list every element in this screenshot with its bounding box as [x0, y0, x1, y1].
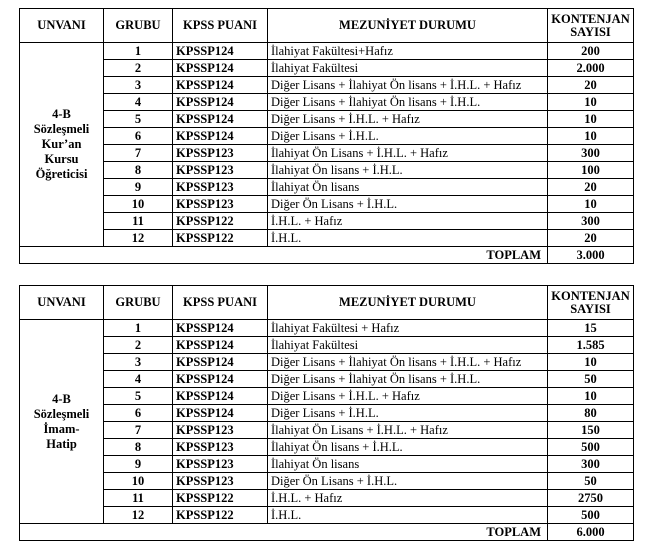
mezuniyet-cell: Diğer Lisans + İ.H.L.	[268, 405, 548, 422]
header-unvan: UNVANI	[20, 286, 104, 320]
mezuniyet-cell: Diğer Ön Lisans + İ.H.L.	[268, 196, 548, 213]
kontenjan-cell: 50	[548, 371, 634, 388]
table-row	[20, 490, 634, 507]
kontenjan-cell: 300	[548, 456, 634, 473]
grubu-cell: 6	[104, 405, 173, 422]
kontenjan-cell: 20	[548, 230, 634, 247]
header-kontenjan-line2: SAYISI	[570, 301, 611, 316]
mezuniyet-cell: İlahiyat Ön lisans	[268, 179, 548, 196]
mezuniyet-cell: İ.H.L.	[268, 507, 548, 524]
table-row	[20, 354, 634, 371]
total-label: TOPLAM	[20, 247, 548, 264]
grubu-cell: 1	[104, 43, 173, 60]
kpss-puani-cell: KPSSP123	[173, 473, 268, 490]
mezuniyet-cell: İlahiyat Ön Lisans + İ.H.L. + Hafız	[268, 422, 548, 439]
kontenjan-cell: 1.585	[548, 337, 634, 354]
mezuniyet-cell: İlahiyat Fakültesi	[268, 337, 548, 354]
grubu-cell: 11	[104, 213, 173, 230]
kpss-puani-cell: KPSSP123	[173, 196, 268, 213]
grubu-cell: 4	[104, 371, 173, 388]
mezuniyet-cell: Diğer Lisans + İ.H.L. + Hafız	[268, 111, 548, 128]
total-value: 6.000	[548, 524, 634, 541]
header-row	[20, 286, 634, 320]
mezuniyet-cell: İlahiyat Fakültesi+Hafız	[268, 43, 548, 60]
mezuniyet-cell: Diğer Lisans + İlahiyat Ön lisans + İ.H.L. + Hafız	[268, 354, 548, 371]
mezuniyet-cell: Diğer Lisans + İ.H.L. + Hafız	[268, 388, 548, 405]
kpss-puani-cell: KPSSP124	[173, 371, 268, 388]
kontenjan-cell: 300	[548, 213, 634, 230]
kpss-puani-cell: KPSSP124	[173, 320, 268, 337]
table-body	[20, 43, 634, 264]
grubu-cell: 12	[104, 230, 173, 247]
grubu-cell: 9	[104, 179, 173, 196]
header-kpss-puani: KPSS PUANI	[173, 9, 268, 43]
kpss-puani-cell: KPSSP122	[173, 507, 268, 524]
kontenjan-cell: 10	[548, 128, 634, 145]
table-row	[20, 196, 634, 213]
grubu-cell: 2	[104, 60, 173, 77]
kpss-puani-cell: KPSSP124	[173, 60, 268, 77]
grubu-cell: 6	[104, 128, 173, 145]
grubu-cell: 5	[104, 388, 173, 405]
kpss-puani-cell: KPSSP124	[173, 354, 268, 371]
grubu-cell: 7	[104, 422, 173, 439]
kontenjan-cell: 10	[548, 94, 634, 111]
unvan-cell	[20, 43, 104, 247]
unvan-line: Sözleşmeli	[33, 406, 90, 421]
kontenjan-cell: 2.000	[548, 60, 634, 77]
quota-table-kuran-kursu	[19, 8, 634, 264]
table-row	[20, 422, 634, 439]
mezuniyet-cell: İlahiyat Ön lisans + İ.H.L.	[268, 439, 548, 456]
grubu-cell: 9	[104, 456, 173, 473]
table-row	[20, 43, 634, 60]
grubu-cell: 5	[104, 111, 173, 128]
table-row	[20, 337, 634, 354]
grubu-cell: 2	[104, 337, 173, 354]
grubu-cell: 11	[104, 490, 173, 507]
unvan-line: Hatip	[46, 436, 77, 451]
header-grubu: GRUBU	[104, 9, 173, 43]
mezuniyet-cell: İ.H.L.	[268, 230, 548, 247]
kontenjan-cell: 20	[548, 77, 634, 94]
grubu-cell: 10	[104, 473, 173, 490]
kpss-puani-cell: KPSSP124	[173, 405, 268, 422]
table-row	[20, 388, 634, 405]
total-value: 3.000	[548, 247, 634, 264]
table-row	[20, 111, 634, 128]
header-unvan: UNVANI	[20, 9, 104, 43]
kpss-puani-cell: KPSSP124	[173, 77, 268, 94]
mezuniyet-cell: İ.H.L. + Hafız	[268, 490, 548, 507]
unvan-line: Kur’an	[41, 137, 82, 151]
mezuniyet-cell: Diğer Lisans + İlahiyat Ön lisans + İ.H.L.	[268, 94, 548, 111]
kpss-puani-cell: KPSSP124	[173, 94, 268, 111]
table-row	[20, 456, 634, 473]
mezuniyet-cell: İlahiyat Fakültesi	[268, 60, 548, 77]
kpss-puani-cell: KPSSP123	[173, 439, 268, 456]
table-row	[20, 128, 634, 145]
header-mezuniyet: MEZUNİYET DURUMU	[268, 286, 548, 320]
table-row	[20, 439, 634, 456]
mezuniyet-cell: Diğer Lisans + İlahiyat Ön lisans + İ.H.L.	[268, 371, 548, 388]
unvan-line: Sözleşmeli	[33, 122, 90, 136]
grubu-cell: 1	[104, 320, 173, 337]
grubu-cell: 4	[104, 94, 173, 111]
table-row	[20, 473, 634, 490]
unvan-line: İmam-	[43, 421, 80, 436]
table-row	[20, 94, 634, 111]
kontenjan-cell: 300	[548, 145, 634, 162]
grubu-cell: 12	[104, 507, 173, 524]
table-row	[20, 60, 634, 77]
unvan-line: Öğreticisi	[35, 167, 88, 181]
mezuniyet-cell: İ.H.L. + Hafız	[268, 213, 548, 230]
kontenjan-cell: 10	[548, 388, 634, 405]
total-row	[20, 247, 634, 264]
mezuniyet-cell: İlahiyat Ön lisans + İ.H.L.	[268, 162, 548, 179]
kpss-puani-cell: KPSSP123	[173, 179, 268, 196]
header-row	[20, 9, 634, 43]
kontenjan-cell: 20	[548, 179, 634, 196]
table-row	[20, 162, 634, 179]
header-kontenjan-line2: SAYISI	[570, 24, 611, 39]
kpss-puani-cell: KPSSP124	[173, 388, 268, 405]
table-body	[20, 320, 634, 541]
mezuniyet-cell: Diğer Lisans + İlahiyat Ön lisans + İ.H.L. + Hafız	[268, 77, 548, 94]
quota-table-imam-hatip	[19, 285, 634, 541]
kpss-puani-cell: KPSSP123	[173, 422, 268, 439]
mezuniyet-cell: İlahiyat Fakültesi + Hafız	[268, 320, 548, 337]
header-kontenjan	[548, 286, 634, 320]
kpss-puani-cell: KPSSP124	[173, 43, 268, 60]
kpss-puani-cell: KPSSP123	[173, 145, 268, 162]
total-row	[20, 524, 634, 541]
kontenjan-cell: 200	[548, 43, 634, 60]
kpss-puani-cell: KPSSP122	[173, 213, 268, 230]
unvan-line: 4-B	[52, 391, 71, 406]
grubu-cell: 7	[104, 145, 173, 162]
table-row	[20, 507, 634, 524]
table-row	[20, 320, 634, 337]
grubu-cell: 8	[104, 439, 173, 456]
kontenjan-cell: 2750	[548, 490, 634, 507]
kontenjan-cell: 150	[548, 422, 634, 439]
unvan-line: Kursu	[44, 152, 79, 166]
table-row	[20, 405, 634, 422]
kontenjan-cell: 80	[548, 405, 634, 422]
table-row	[20, 145, 634, 162]
mezuniyet-cell: İlahiyat Ön Lisans + İ.H.L. + Hafız	[268, 145, 548, 162]
kpss-puani-cell: KPSSP122	[173, 490, 268, 507]
grubu-cell: 10	[104, 196, 173, 213]
mezuniyet-cell: Diğer Lisans + İ.H.L.	[268, 128, 548, 145]
kpss-puani-cell: KPSSP123	[173, 162, 268, 179]
kontenjan-cell: 10	[548, 196, 634, 213]
table-row	[20, 77, 634, 94]
kpss-puani-cell: KPSSP124	[173, 128, 268, 145]
table-row	[20, 230, 634, 247]
header-kontenjan-line1: KONTENJAN	[551, 11, 630, 26]
grubu-cell: 3	[104, 354, 173, 371]
header-mezuniyet: MEZUNİYET DURUMU	[268, 9, 548, 43]
header-kpss-puani: KPSS PUANI	[173, 286, 268, 320]
kontenjan-cell: 100	[548, 162, 634, 179]
table-row	[20, 179, 634, 196]
kontenjan-cell: 10	[548, 111, 634, 128]
mezuniyet-cell: Diğer Ön Lisans + İ.H.L.	[268, 473, 548, 490]
header-kontenjan	[548, 9, 634, 43]
grubu-cell: 8	[104, 162, 173, 179]
unvan-cell	[20, 320, 104, 524]
kontenjan-cell: 10	[548, 354, 634, 371]
table-row	[20, 213, 634, 230]
kpss-puani-cell: KPSSP123	[173, 456, 268, 473]
grubu-cell: 3	[104, 77, 173, 94]
kontenjan-cell: 500	[548, 507, 634, 524]
kpss-puani-cell: KPSSP122	[173, 230, 268, 247]
unvan-line: 4-B	[52, 107, 71, 121]
table-row	[20, 371, 634, 388]
mezuniyet-cell: İlahiyat Ön lisans	[268, 456, 548, 473]
kontenjan-cell: 50	[548, 473, 634, 490]
header-grubu: GRUBU	[104, 286, 173, 320]
header-kontenjan-line1: KONTENJAN	[551, 288, 630, 303]
total-label: TOPLAM	[20, 524, 548, 541]
kpss-puani-cell: KPSSP124	[173, 111, 268, 128]
kontenjan-cell: 15	[548, 320, 634, 337]
kpss-puani-cell: KPSSP124	[173, 337, 268, 354]
kontenjan-cell: 500	[548, 439, 634, 456]
